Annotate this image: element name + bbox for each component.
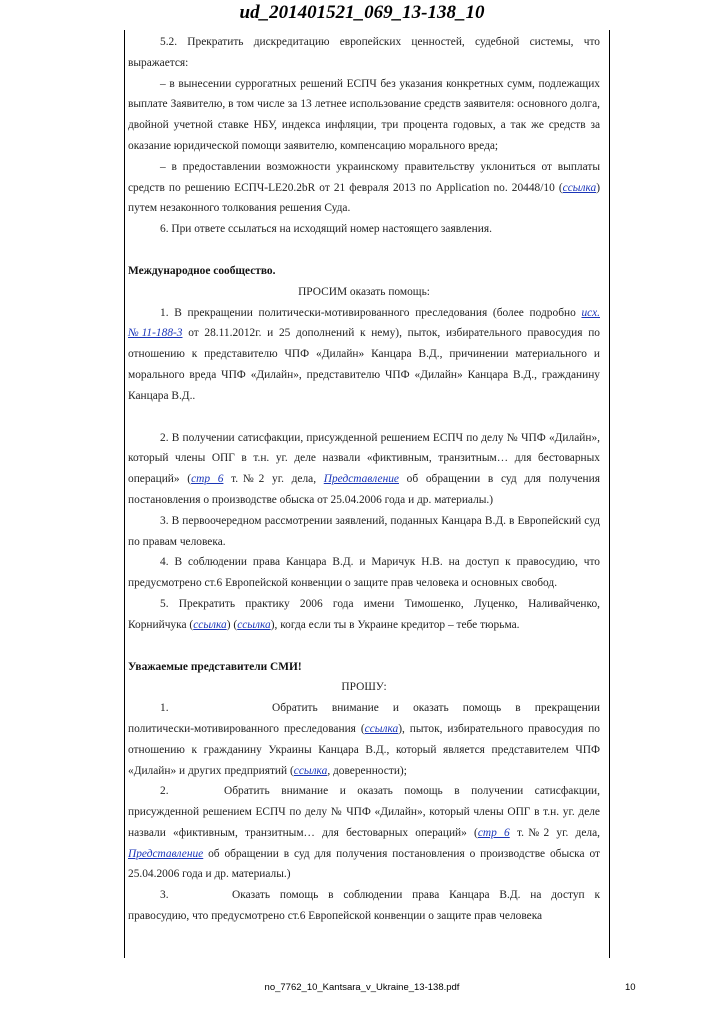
list-item-text-mid: т.№2 уг. дела, (509, 826, 600, 839)
list-item-intl-2 (128, 428, 600, 511)
list-item-text-end: от 28.11.2012г. и 25 дополнений к нему), пыток, избирательного правосудия по отношению к представителю ЧПФ «Дилайн» Канцара В.Д., причинении материального и морального вреда ЧПФ «Дилайн», представителю ЧПФ «Дилайн» Канцара В.Д., гражданину Канцара В.Д.. (128, 327, 600, 402)
request-heading-prosim: ПРОСИМ оказать помощь: (298, 285, 430, 298)
list-item-text-end: ), когда если ты в Украине кредитор – тебе тюрьма. (270, 618, 520, 631)
link-ssylka[interactable]: ссылка (293, 764, 328, 777)
paragraph-evasion (128, 157, 600, 219)
list-item-intl-1 (128, 303, 600, 407)
list-item-text-mid: ) ( (226, 618, 238, 631)
list-item-text: Обратить внимание и оказать помощь в получении сатисфакции, присужденной решением ЕСПЧ по делу № ЧПФ «Дилайн», который члены ОПГ в т.н. уг. деле назвали «фиктивным, транзитным… для бестоварных операций» ( (128, 785, 600, 839)
link-predstavlenie[interactable]: Представление (323, 473, 399, 486)
link-predstavlenie[interactable]: Представление (128, 847, 204, 860)
request-heading-proshu: ПРОШУ: (341, 681, 387, 694)
list-item-text: Оказать помощь в соблюдении права Канцара В.Д. на доступ к правосудию, что предусмотрено ст.6 Европейской конвенции о защите прав человека (128, 889, 600, 923)
link-ssylka[interactable]: ссылка (237, 618, 271, 631)
document-header-title: ud_201401521_069_13-138_10 (239, 2, 485, 23)
link-ssylka[interactable]: ссылка (193, 618, 227, 631)
link-ref-number[interactable]: исх.№11-188-3 (128, 306, 600, 340)
left-margin-rule (124, 30, 125, 958)
list-item-text-mid: ), пыток, избирательного правосудия по отношению к гражданину Украины Канцара В.Д., который является представителем ЧПФ «Дилайн» и других предприятий ( (128, 722, 600, 777)
list-item-text: 5. Прекратить практику 2006 года имени Тимошенко, Луценко, Наливайченко, Корнийчука ( (128, 597, 600, 631)
paragraph-6: 6. При ответе ссылаться на исходящий номер настоящего заявления. (160, 223, 492, 236)
link-page-6[interactable]: стр 6 (191, 473, 224, 486)
footer-filename: no_7762_10_Kantsara_v_Ukraine_13-138.pdf (264, 982, 460, 993)
list-item-media-1 (128, 698, 600, 781)
document-body (128, 32, 600, 927)
section-heading-media: Уважаемые представители СМИ! (128, 660, 302, 673)
paragraph-5-2: 5.2. Прекратить дискредитацию европейских ценностей, судебной системы, что выражается: (128, 36, 600, 69)
list-item-text-end: об обращении в суд для получения постановления о производстве обыска от 25.04.2006 года и др. материалы.) (128, 473, 600, 506)
paragraph-evasion-text: – в предоставлении возможности украинскому правительству уклониться от выплаты средств по решению ЕСПЧ-LE20.2bR от 21 февраля 2013 по Application no. 20448/10 ( (128, 160, 600, 194)
paragraph-evasion-text-end: ) путем незаконного толкования решения Суда. (128, 181, 600, 215)
list-item-media-3 (128, 885, 600, 927)
right-margin-rule (609, 30, 610, 958)
list-number: 3. (160, 889, 169, 902)
list-item-text-mid: т.№2 уг. дела, (223, 473, 324, 486)
list-item-intl-4: 4. В соблюдении права Канцара В.Д. и Маричук Н.В. на доступ к правосудию, что предусмотрено ст.6 Европейской конвенции о защите прав человека и основных свобод. (128, 556, 600, 590)
list-number: 2. (160, 785, 169, 798)
list-item-text: 1. В прекращении политически-мотивированного преследования (более подробно (160, 306, 582, 319)
list-item-text: 2. В получении сатисфакции, присужденной решением ЕСПЧ по делу № ЧПФ «Дилайн», который члены ОПГ в т.н. уг. деле назвали «фиктивным, транзитным… для бестоварных операций» ( (128, 431, 600, 486)
list-number: 1. (160, 702, 169, 715)
list-item-text-end: об обращении в суд для получения постановления о производстве обыска от 25.04.2006 года и др. материалы.) (128, 847, 600, 881)
list-item-text-end: , доверенности); (327, 764, 407, 777)
list-item-media-2 (128, 781, 600, 885)
section-heading-international: Международное сообщество. (128, 264, 276, 277)
list-item-text: Обратить внимание и оказать помощь в прекращении политически-мотивированного преследования ( (128, 702, 600, 735)
paragraph-surrogate-decisions: – в вынесении суррогатных решений ЕСПЧ без указания конкретных сумм, подлежащих выплате Заявителю, в том числе за 13 летнее использование средств заявителя: основного долга, двойной учетной ставке НБУ, индекса инфляции, три процента годовых, а так же средств за оказание юридической помощи заявителю, компенсацию морального вреда; (128, 77, 600, 152)
link-ssylka[interactable]: ссылка (364, 722, 399, 735)
list-item-intl-3: 3. В первоочередном рассмотрении заявлений, поданных Канцара В.Д. в Европейский суд по правам человека. (128, 514, 600, 548)
page-number: 10 (625, 982, 636, 993)
list-item-intl-5 (128, 594, 600, 636)
link-page-6[interactable]: стр 6 (477, 826, 510, 839)
link-ssylka[interactable]: ссылка (562, 181, 597, 194)
